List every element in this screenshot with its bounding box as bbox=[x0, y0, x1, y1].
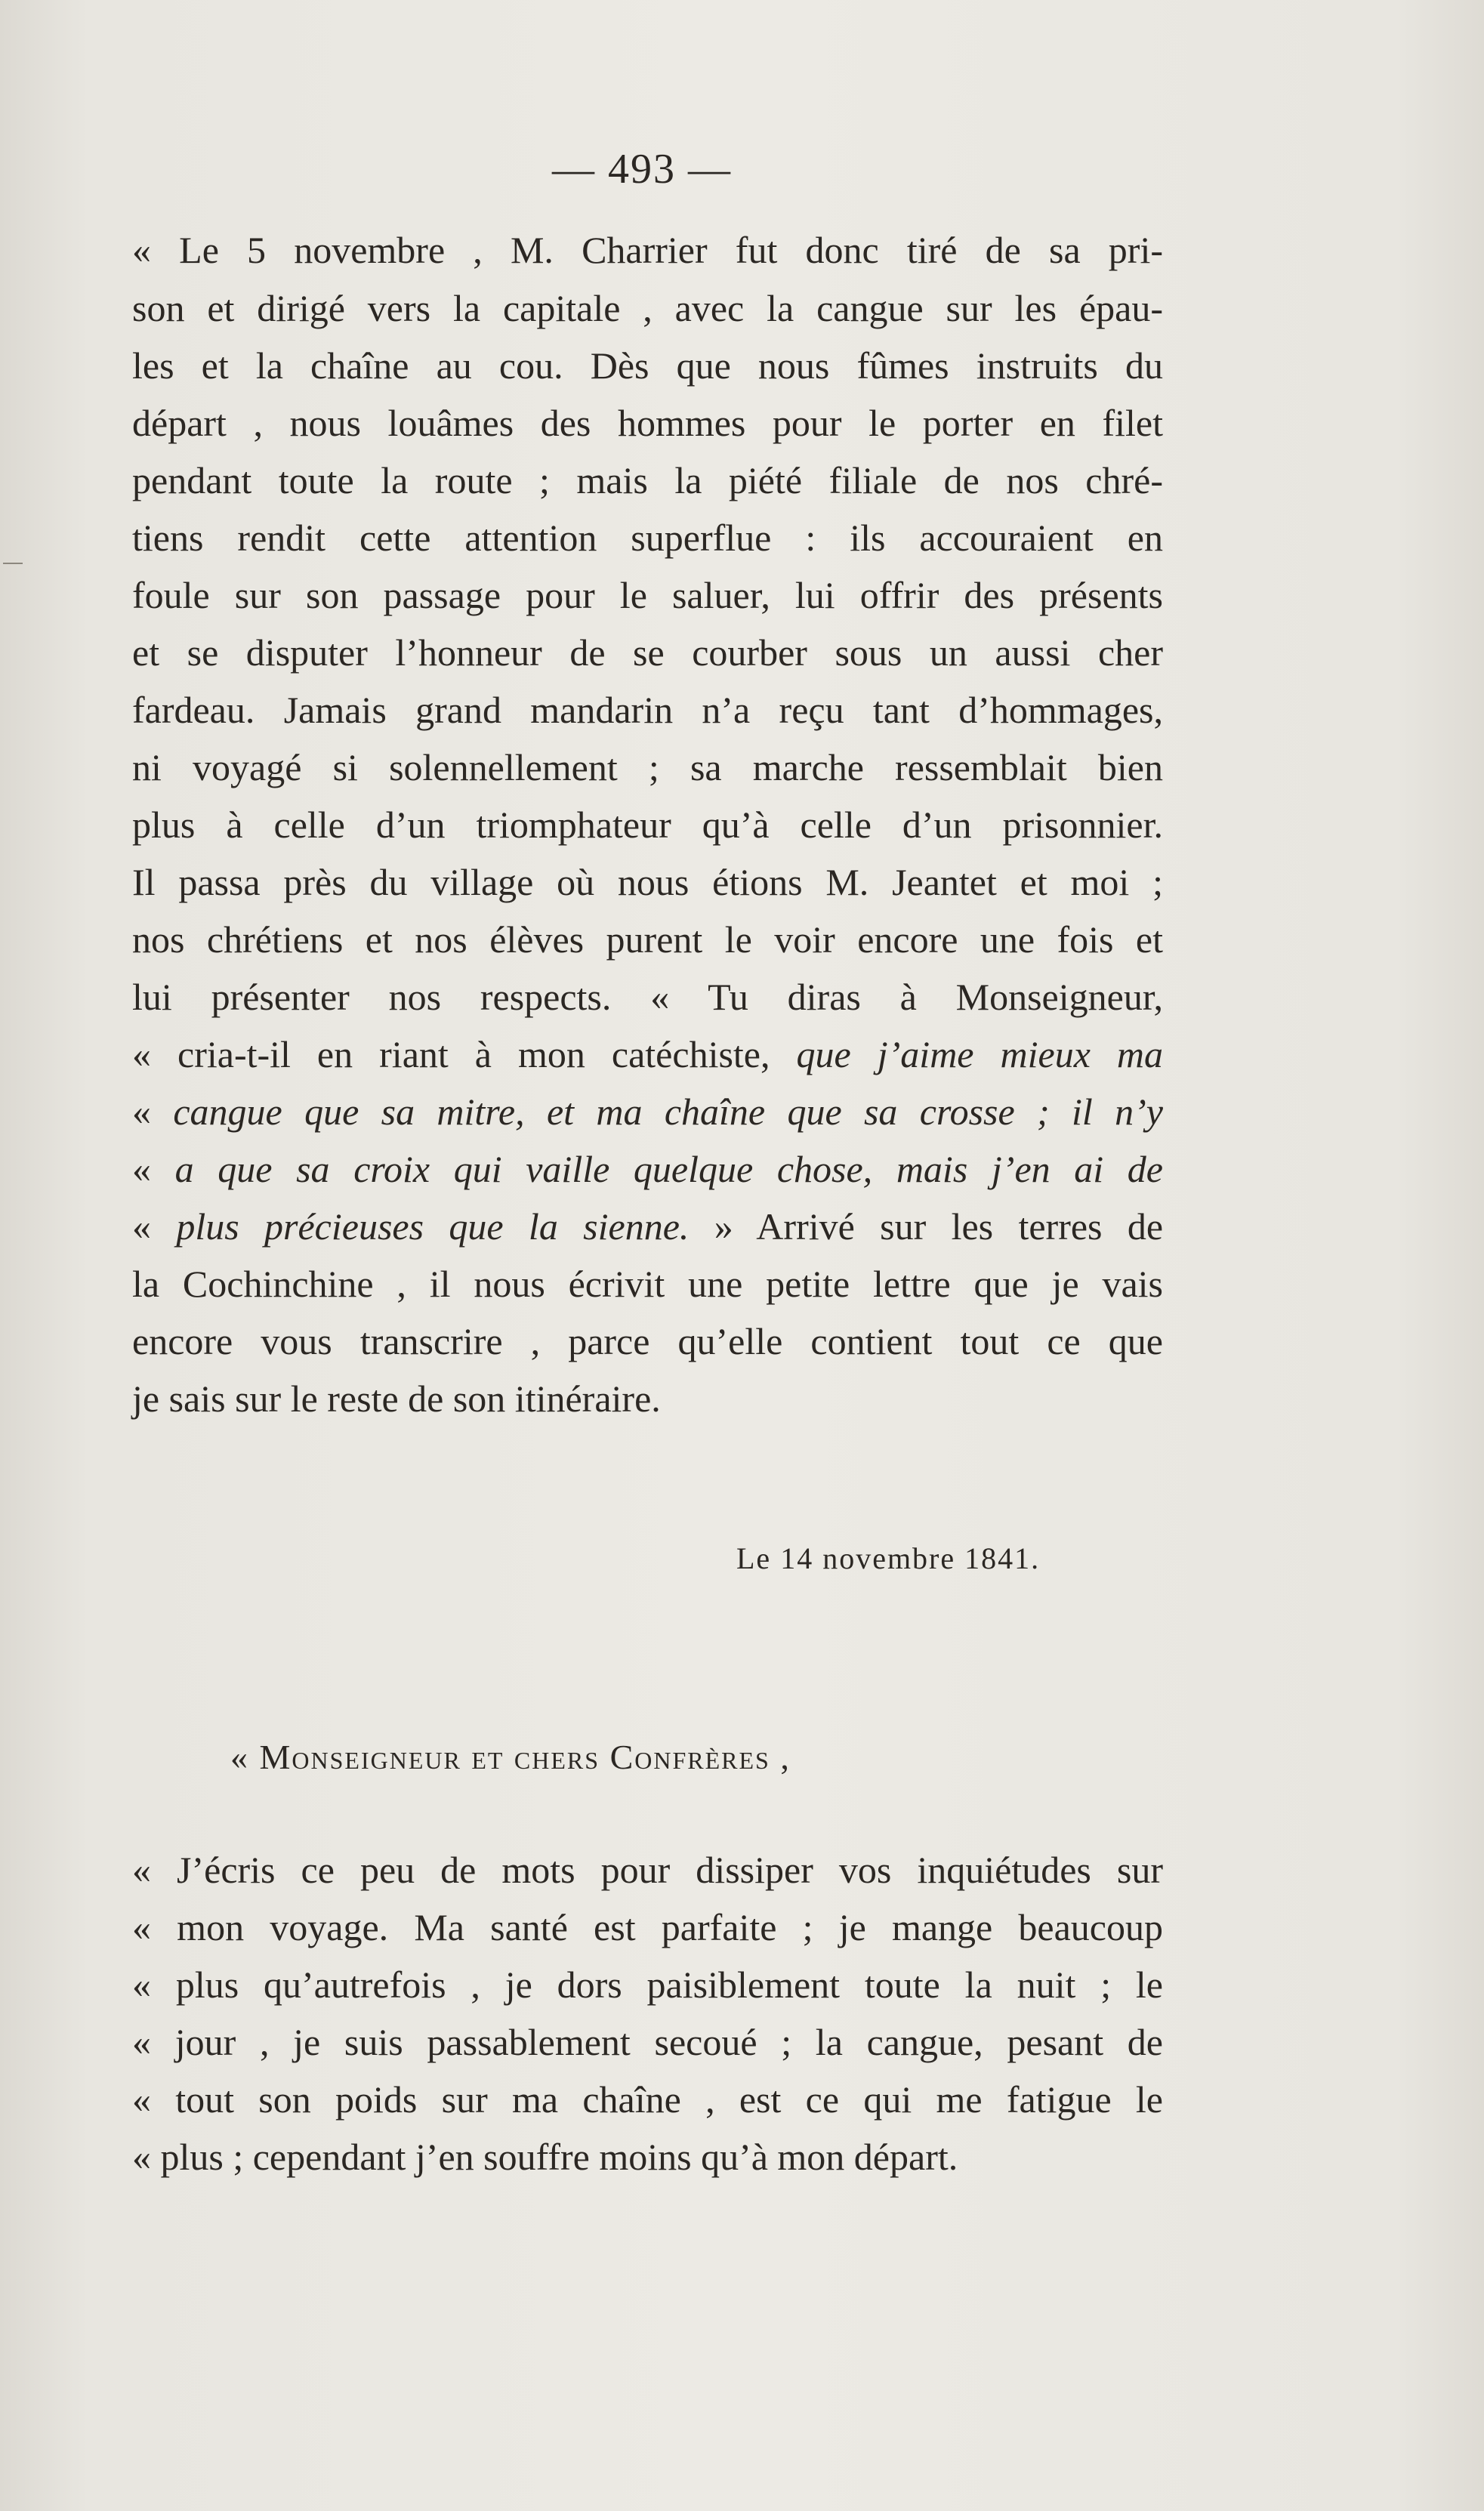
quote-line bbox=[132, 1142, 1163, 1196]
quote-italic: a que sa croix qui vaille quelque chose, mais j’en ai de bbox=[174, 1148, 1163, 1190]
letter-salutation: « Monseigneur et chers Confrères , bbox=[230, 1738, 791, 1776]
quote-roman: « bbox=[132, 1090, 151, 1133]
letter-line: « J’écris ce peu de mots pour dissiper vos inquiétudes sur bbox=[132, 1849, 1163, 1891]
letter-date: Le 14 novembre 1841. bbox=[736, 1541, 1041, 1575]
quote-line bbox=[132, 1084, 1163, 1139]
text-line: je sais sur le reste de son itinéraire. bbox=[132, 1377, 661, 1420]
letter-line: « plus ; cependant j’en souffre moins qu’à mon départ. bbox=[132, 2136, 958, 2178]
text-line: « Le 5 novembre , M. Charrier fut donc tiré de sa pri- bbox=[132, 229, 1163, 271]
margin-mark bbox=[3, 563, 23, 570]
quote-roman: « cria-t-il en riant à mon catéchiste, bbox=[132, 1033, 770, 1075]
text-line: ni voyagé si solennellement ; sa marche ressemblait bien bbox=[132, 746, 1163, 788]
text-line: son et dirigé vers la capitale , avec la cangue sur les épau- bbox=[132, 287, 1163, 329]
quote-italic: cangue que sa mitre, et ma chaîne que sa crosse ; il n’y bbox=[173, 1090, 1163, 1133]
text-line: les et la chaîne au cou. Dès que nous fûmes instruits du bbox=[132, 344, 1163, 387]
text-line: foule sur son passage pour le saluer, lui offrir des présents bbox=[132, 574, 1163, 616]
letter-line: « tout son poids sur ma chaîne , est ce qui me fatigue le bbox=[132, 2078, 1163, 2121]
text-line: lui présenter nos respects. « Tu diras à Monseigneur, bbox=[132, 976, 1163, 1018]
quote-roman: « bbox=[132, 1205, 151, 1248]
page-number: — 493 — bbox=[552, 146, 732, 193]
letter-line: « plus qu’autrefois , je dors paisiblement toute la nuit ; le bbox=[132, 1963, 1163, 2006]
text-line: départ , nous louâmes des hommes pour le porter en filet bbox=[132, 402, 1163, 444]
text-line: nos chrétiens et nos élèves purent le voir encore une fois et bbox=[132, 918, 1163, 961]
text-line: pendant toute la route ; mais la piété filiale de nos chré- bbox=[132, 459, 1163, 501]
text-line: Il passa près du village où nous étions M. Jeantet et moi ; bbox=[132, 861, 1163, 903]
text-line: et se disputer l’honneur de se courber sous un aussi cher bbox=[132, 631, 1163, 674]
quote-italic: plus précieuses que la sienne. bbox=[176, 1205, 690, 1248]
quote-line bbox=[132, 1199, 1163, 1254]
text-line: plus à celle d’un triomphateur qu’à celle d’un prisonnier. bbox=[132, 804, 1163, 846]
quote-line bbox=[132, 1027, 1163, 1081]
text-line: tiens rendit cette attention superflue : ils accouraient en bbox=[132, 517, 1163, 559]
quote-italic: que j’aime mieux ma bbox=[796, 1033, 1164, 1075]
text-line: fardeau. Jamais grand mandarin n’a reçu tant d’hommages, bbox=[132, 689, 1163, 731]
letter-line: « mon voyage. Ma santé est parfaite ; je mange beaucoup bbox=[132, 1906, 1163, 1948]
text-line: la Cochinchine , il nous écrivit une petite lettre que je vais bbox=[132, 1263, 1163, 1305]
text-line: encore vous transcrire , parce qu’elle contient tout ce que bbox=[132, 1320, 1163, 1362]
letter-line: « jour , je suis passablement secoué ; la cangue, pesant de bbox=[132, 2021, 1163, 2063]
quote-roman: « bbox=[132, 1148, 151, 1190]
quote-roman: » Arrivé sur les terres de bbox=[714, 1205, 1164, 1248]
